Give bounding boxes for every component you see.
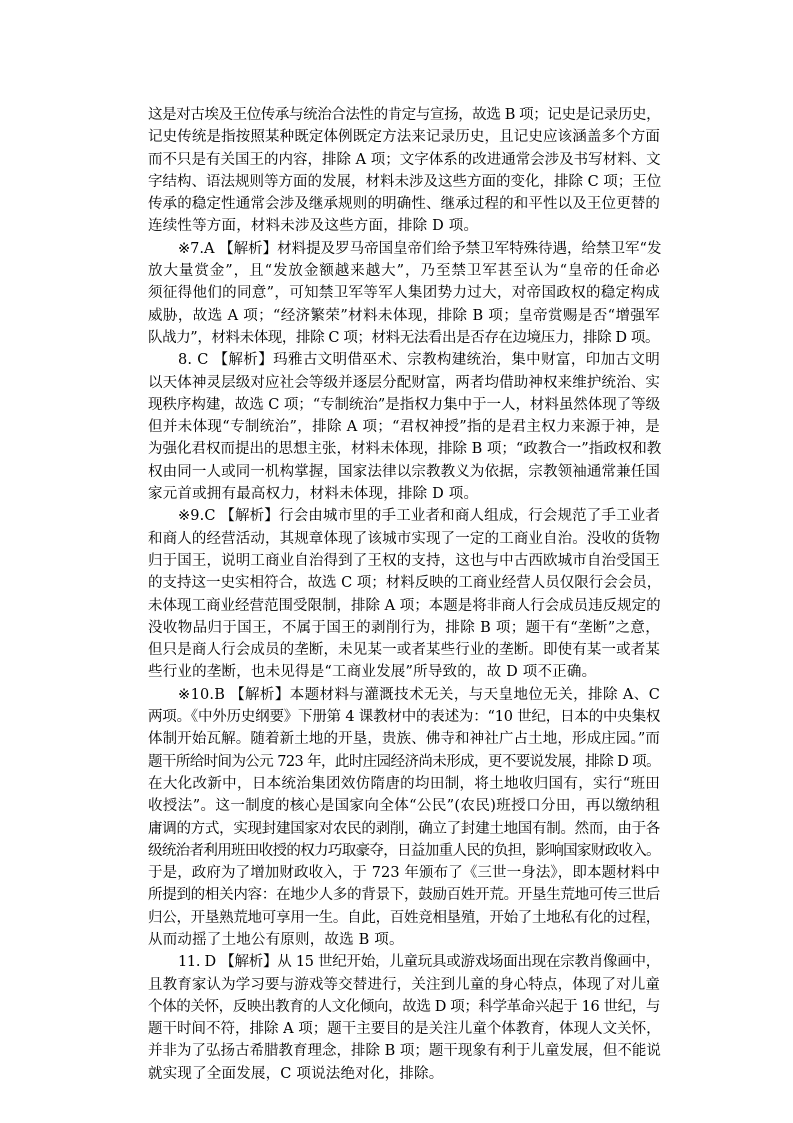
text-line: 连续性等方面，材料未涉及这些方面，排除 D 项。 [148,218,479,235]
text-line: 归于国王，说明工商业自治得到了王权的支持，这也与中古西欧城市自治受国王 [148,552,660,569]
text-line: 家元首或拥有最高权力，材料未体现，排除 D 项。 [148,486,479,503]
text-line: 11. D 【解析】从 15 世纪开始，儿童玩具或游戏场面出现在宗教肖像画中， [178,954,660,971]
text-line: 从而动摇了土地公有原则，故选 B 项。 [148,931,404,948]
text-line: 须征得他们的同意”，可知禁卫军等军人集团势力过大，对帝国政权的稳定构成 [148,285,660,302]
paragraph-answer-10 [148,684,660,952]
text-line: 个体的关怀，反映出教育的人文化倾向，故选 D 项；科学革命兴起于 16 世纪，与 [148,998,660,1015]
text-line: 些行业的垄断，也未见得是“工商业发展”所导致的，故 D 项不正确。 [148,664,597,681]
text-line: 队战力”，材料未体现，排除 C 项；材料无法看出是否存在边境压力，排除 D 项。 [148,329,660,346]
text-line: 放大量赏金”，且“发放金额越来越大”，乃至禁卫军甚至认为“皇帝的任命必 [148,263,660,280]
text-line: ※10.B 【解析】本题材料与灌溉技术无关，与天皇地位无关，排除 A、C [178,686,660,703]
text-line: 现秩序构建，故选 C 项；“专制统治”是指权力集中于一人，材料虽然体现了等级 [148,396,660,413]
text-line: 而不只是有关国王的内容，排除 A 项；文字体系的改进通常会涉及书写材料、文 [148,151,661,168]
text-line: 体制开始瓦解。随着新土地的开垦，贵族、佛寺和神社广占土地，形成庄园。”而 [148,731,660,748]
paragraph-answer-8 [148,349,660,505]
text-line: 收授法”。这一制度的核心是国家向全体“公民”(农民)班授口分田，再以缴纳租 [148,798,660,815]
text-line: 为强化君权而提出的思想主张，材料未体现，排除 B 项；“政教合一”指政权和教 [148,441,662,458]
text-line: 就实现了全面发展，C 项说法绝对化，排除。 [148,1065,444,1082]
text-line: 但只是商人行会成员的垄断，未见某一或者某些行业的垄断。即使有某一或者某 [148,642,660,659]
text-line: 和商人的经营活动，其规章体现了该城市实现了一定的工商业自治。没收的货物 [148,530,660,547]
text-line: 没收物品归于国王，不属于国王的剥削行为，排除 B 项；题干有“垄断”之意， [148,619,660,636]
text-line: 在大化改新中，日本统治集团效仿隋唐的均田制，将土地收归国有，实行“班田 [148,775,660,792]
text-line: 归公，开垦熟荒地可享用一生。自此，百姓竞相垦殖，开始了土地私有化的过程， [148,909,660,926]
text-line: 所提到的相关内容：在地少人多的背景下，鼓励百姓开荒。开垦生荒地可传三世后 [148,887,660,904]
paragraph-answer-11 [148,951,660,1085]
document-page [148,104,660,1085]
paragraph-answer-7 [148,238,660,349]
text-line: 8. C 【解析】玛雅古文明借巫术、宗教构建统治，集中财富，印加古文明 [178,352,660,369]
text-line: 记史传统是指按照某种既定体例既定方法来记录历史，且记史应该涵盖多个方面 [148,129,660,146]
text-line: 但并未体现“专制统治”，排除 A 项；“君权神授”指的是君主权力来源于神，是 [148,419,660,436]
text-line: 级统治者利用班田收授的权力巧取豪夺，日益加重人民的负担，影响国家财政收入。 [148,842,660,859]
text-line: 以天体神灵层级对应社会等级并逐层分配财富，两者均借助神权来维护统治、实 [148,374,660,391]
text-line: 字结构、语法规则等方面的发展，材料未涉及这些方面的变化，排除 C 项；王位 [148,173,662,190]
paragraph-answer-6-continued [148,104,660,238]
text-line: ※9.C 【解析】行会由城市里的手工业者和商人组成，行会规范了手工业者 [178,508,660,525]
text-line: 题干所给时间为公元 723 年，此时庄园经济尚未形成，更不要说发展，排除 D 项。 [148,753,660,770]
text-line: ※7.A 【解析】材料提及罗马帝国皇帝们给予禁卫军特殊待遇，给禁卫军“发 [178,240,662,257]
text-line: 并非为了弘扬古希腊教育理念，排除 B 项；题干现象有利于儿童发展，但不能说 [148,1043,661,1060]
text-line: 传承的稳定性通常会涉及继承规则的明确性、继承过程的和平性以及王位更替的 [148,196,660,213]
text-line: 未体现工商业经营范围受限制，排除 A 项；本题是将非商人行会成员违反规定的 [148,597,661,614]
paragraph-answer-9 [148,505,660,683]
text-line: 两项。《中外历史纲要》下册第 4 课教材中的表述为：“10 世纪，日本的中央集权 [148,709,661,726]
text-line: 这是对古埃及王位传承与统治合法性的肯定与宣扬，故选 B 项；记史是记录历史， [148,107,661,123]
text-line: 且教育家认为学习要与游戏等交替进行，关注到儿童的身心特点，体现了对儿童 [148,976,660,993]
text-line: 题干时间不符，排除 A 项；题干主要目的是关注儿童个体教育，体现人文关怀， [148,1021,661,1038]
text-line: 于是，政府为了增加财政收入，于 723 年颁布了《三世一身法》，即本题材料中 [148,865,660,882]
text-line: 威胁，故选 A 项；“经济繁荣”材料未体现，排除 B 项；皇帝赏赐是否“增强军 [148,307,660,324]
text-line: 权由同一人或同一机构掌握，国家法律以宗教教义为依据，宗教领袖通常兼任国 [148,463,660,480]
text-line: 的支持这一史实相符合，故选 C 项；材料反映的工商业经营人员仅限行会会员， [148,575,662,592]
text-line: 庸调的方式，实现封建国家对农民的剥削，确立了封建土地国有制。然而，由于各 [148,820,660,837]
